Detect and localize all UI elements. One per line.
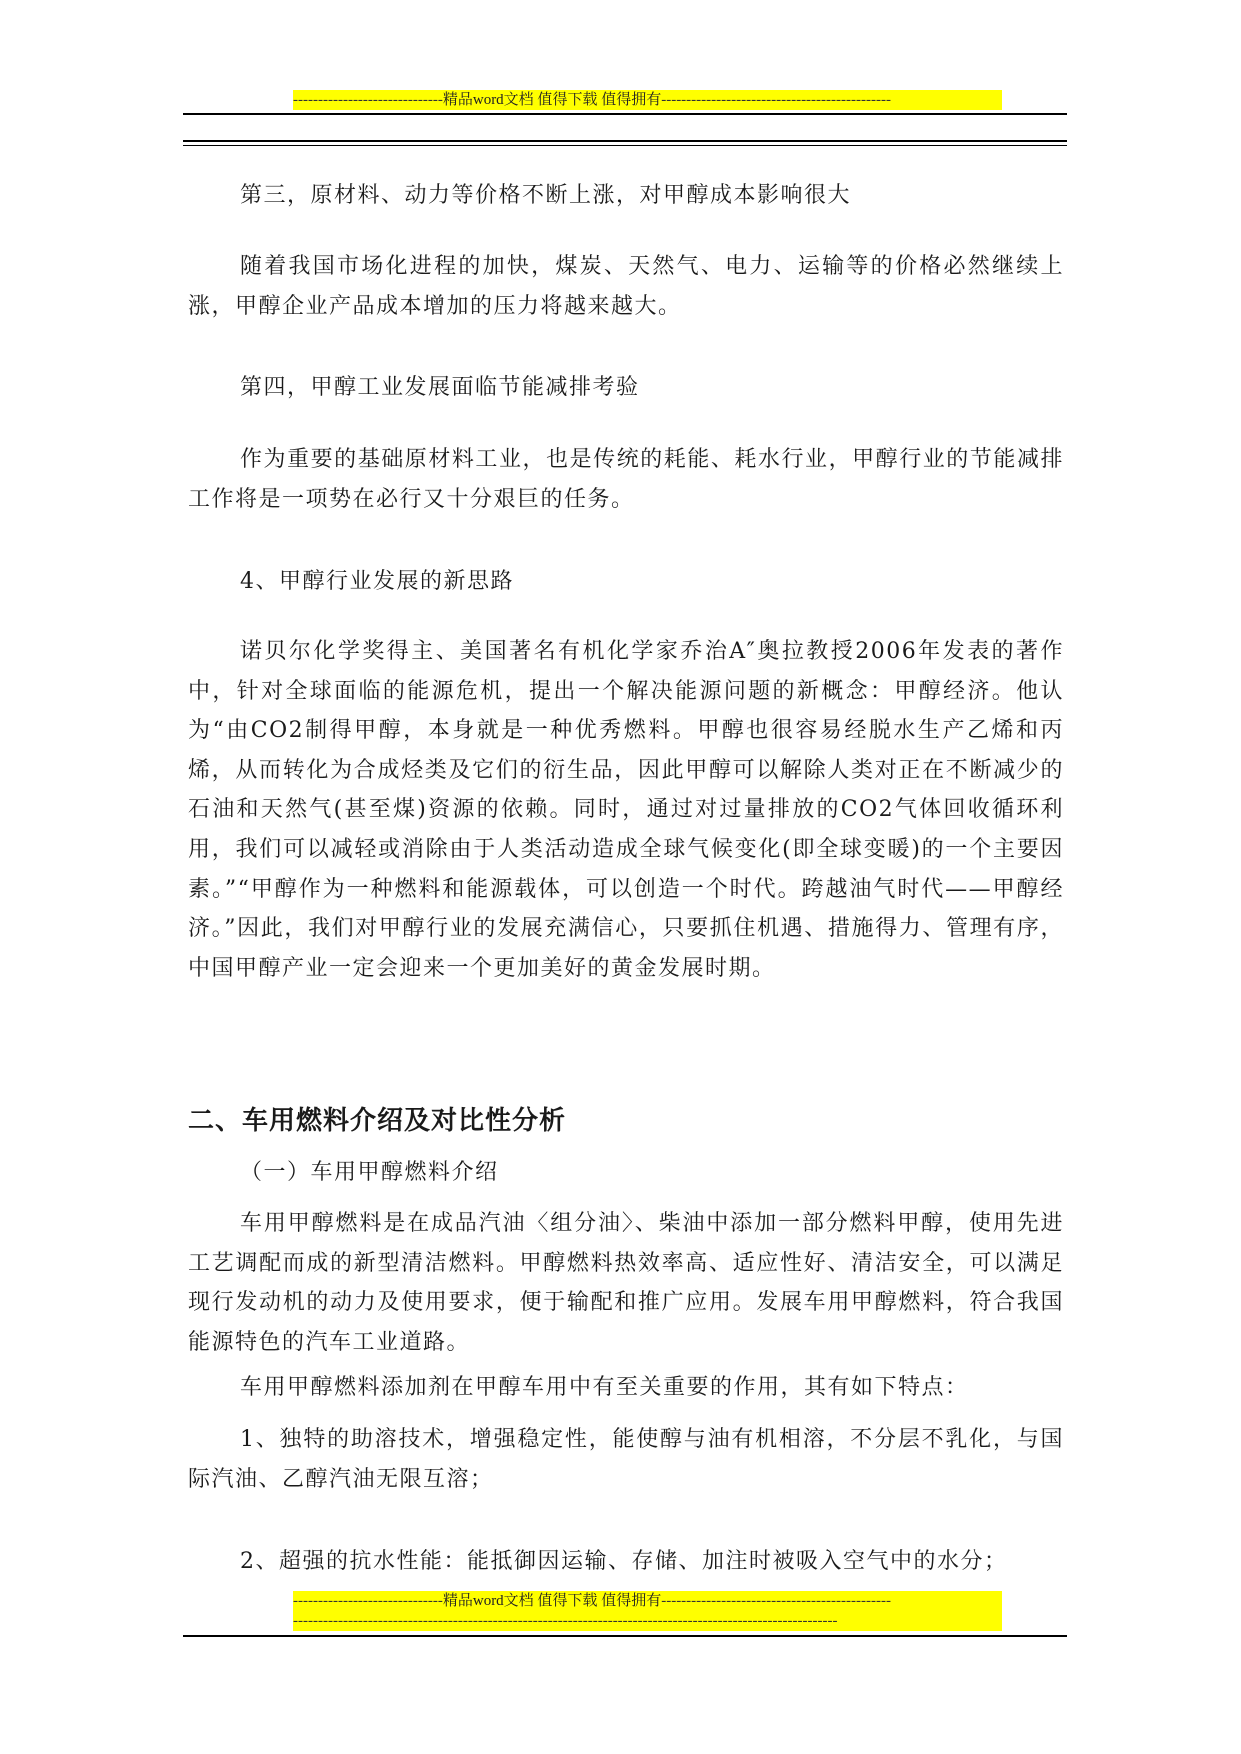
header-right-dashes: ---------------------------------------------- bbox=[661, 92, 891, 108]
footer-second-dashes: ------------------------------------------------------------------------------------------------------------- bbox=[293, 1613, 838, 1629]
paragraph-fourth-point: 第四，甲醇工业发展面临节能减排考验 bbox=[240, 375, 640, 400]
paragraph-methanol-economy: 诺贝尔化学奖得主、美国著名有机化学家乔治A″奥拉教授2006年发表的著作中，针对全球面临的能源危机，提出一个解决能源问题的新概念：甲醇经济。他认为“由CO2制得甲醇，本身就是一种优秀燃料。甲醇也很容易经脱水生产乙烯和丙烯，从而转化为合成烃类及它们的衍生品，因此甲醇可以解除人类对正在不断减少的石油和天然气(甚至煤)资源的依赖。同时，通过对过量排放的CO2气体回收循环利用，我们可以减轻或消除由于人类活动造成全球气候变化(即全球变暖)的一个主要因素。”“甲醇作为一种燃料和能源载体，可以创造一个时代。跨越油气时代——甲醇经济。”因此，我们对甲醇行业的发展充满信心，只要抓住机遇、措施得力、管理有序，中国甲醇产业一定会迎来一个更加美好的黄金发展时期。 bbox=[188, 639, 1064, 981]
footer-banner bbox=[293, 1591, 1002, 1611]
header-left-dashes: ------------------------------ bbox=[293, 92, 443, 108]
header-banner-text: 精品word文档 值得下载 值得拥有 bbox=[442, 92, 662, 108]
paragraph-energy-saving: 作为重要的基础原材料工业，也是传统的耗能、耗水行业，甲醇行业的节能减排工作将是一项势在必行又十分艰巨的任务。 bbox=[188, 447, 1064, 512]
footer-banner-text: 精品word文档 值得下载 值得拥有 bbox=[442, 1593, 662, 1609]
footer-left-dashes: ------------------------------ bbox=[293, 1593, 443, 1609]
footer-rule bbox=[183, 1635, 1067, 1637]
section-heading: 二、车用燃料介绍及对比性分析 bbox=[188, 1106, 567, 1136]
header-rule-top bbox=[183, 113, 1067, 115]
paragraph-feature-1: 1、独特的助溶技术，增强稳定性，能使醇与油有机相溶，不分层不乳化，与国际汽油、乙醇汽油无限互溶； bbox=[188, 1427, 1064, 1492]
header-rule-double-1 bbox=[183, 140, 1067, 142]
footer-right-dashes: ---------------------------------------------- bbox=[661, 1593, 891, 1609]
paragraph-new-ideas-title: 4、甲醇行业发展的新思路 bbox=[240, 569, 514, 594]
header-rule-double-2 bbox=[183, 145, 1067, 146]
header-banner bbox=[293, 90, 1002, 110]
footer-banner-second bbox=[293, 1611, 1002, 1631]
paragraph-additive-features: 车用甲醇燃料添加剂在甲醇车用中有至关重要的作用，其有如下特点： bbox=[240, 1375, 969, 1400]
paragraph-third-point: 第三，原材料、动力等价格不断上涨，对甲醇成本影响很大 bbox=[240, 183, 852, 208]
paragraph-methanol-fuel-intro: 车用甲醇燃料是在成品汽油〈组分油〉、柴油中添加一部分燃料甲醇，使用先进工艺调配而成的新型清洁燃料。甲醇燃料热效率高、适应性好、清洁安全，可以满足现行发动机的动力及使用要求，便于输配和推广应用。发展车用甲醇燃料，符合我国能源特色的汽车工业道路。 bbox=[188, 1211, 1064, 1355]
subsection-title: （一）车用甲醇燃料介绍 bbox=[240, 1160, 499, 1185]
paragraph-feature-2: 2、超强的抗水性能：能抵御因运输、存储、加注时被吸入空气中的水分； bbox=[240, 1549, 1008, 1574]
paragraph-market-prices: 随着我国市场化进程的加快，煤炭、天然气、电力、运输等的价格必然继续上涨，甲醇企业产品成本增加的压力将越来越大。 bbox=[188, 254, 1064, 319]
